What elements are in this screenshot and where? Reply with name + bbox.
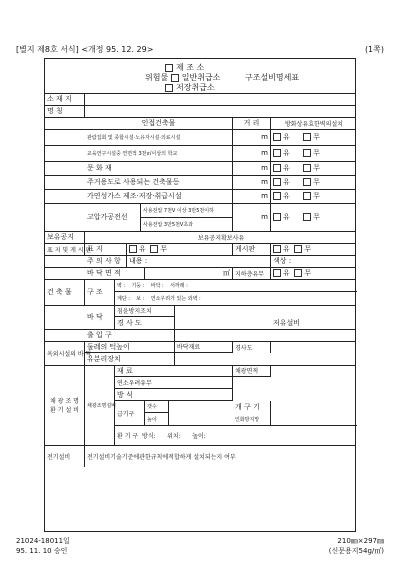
opt-general: 일반취급소 [181,73,221,82]
board-no: 무 [304,245,311,253]
yes-5: 유 [283,192,290,200]
exhaust-label: 환 기 구 [117,433,139,440]
checkbox-yes-3[interactable] [273,164,281,172]
lighting-row [45,365,355,446]
pillar-label: 기둥 : [131,282,145,289]
sign-no: 무 [160,245,167,253]
outdoor-label: 옥외시설의 바 닥 [45,341,85,365]
distance-6: m [233,203,271,231]
reserve-note: 보유공지확보사유 [197,234,245,242]
no-1: 무 [313,133,320,141]
checkbox-yes-6[interactable] [273,213,281,221]
neighbor-3: 문 화 재 [85,161,233,175]
lighting-label: 채광조명설비 [85,365,115,445]
flame2-label: 연소우려유무 [115,377,233,389]
checkbox-no-4[interactable] [303,178,311,186]
checkbox-yes-4[interactable] [273,178,281,186]
building-label: 건 축 물 [45,279,85,305]
sign-yes: 유 [139,245,146,253]
wall-label: 벽 : [117,282,126,289]
distance-1: m [233,129,271,145]
no-6: 무 [313,213,320,221]
no-3: 무 [313,164,320,172]
checkbox-no-1[interactable] [303,133,311,141]
yes-2: 유 [283,149,290,157]
yes-6: 유 [283,213,290,221]
checkbox-basement-yes[interactable] [273,269,281,277]
count-label: 갯수 [145,401,169,413]
height-label: 높이 [145,413,169,425]
checkbox-yes-1[interactable] [273,133,281,141]
footer-paper: (신문용지54g/㎡) [328,547,384,555]
footer-approval: 95. 11. 10 승인 [16,547,68,555]
checkbox-board-no[interactable] [294,245,302,253]
slope2-label: 경사도 [233,341,271,353]
elec-text: 전기설비기술기준에관한규칙에적합하게 설치되는지 여부 [87,453,236,461]
base-label: 바 닥 [85,305,115,329]
opt-manufacture: 제 조 소 [176,63,205,72]
light-vent-label: 채 광 조 명 환 기 설 비 [45,365,85,445]
board-label: 게시판 [233,243,271,255]
sign-label: 표 지 [85,243,127,255]
content-label: 내용 : [127,255,271,267]
neighbor-6a: 사용전압 7천V 이상 3만5천이하 [141,203,233,217]
basement-no: 무 [304,269,311,277]
method-label: 방 식 [115,389,233,401]
neighbor-2: 교육연구시설중 연면적 3천㎡이상의 학교 [85,145,233,161]
checkbox-manufacture[interactable] [165,64,173,72]
floor-mat-label: 바닥재료 [175,341,233,353]
reserve-label: 보유공지 [45,231,85,243]
yes-3: 유 [283,164,290,172]
checkbox-no-6[interactable] [303,213,311,221]
form-title [45,59,355,94]
yes-1: 유 [283,133,290,141]
structure-row [45,279,355,306]
material-label: 재 료 [115,365,233,377]
checkbox-no-3[interactable] [303,164,311,172]
neighbor-row-1 [45,129,355,146]
neighbor-6: 고압가공전선 [85,203,141,231]
fire-damper-label: 인화방지망 [233,413,271,425]
light-area-label: 채광면적 [233,365,271,377]
neighbor-row-6 [45,203,355,232]
slope-label: 경 사 도 [115,317,175,329]
checkbox-board-yes[interactable] [273,245,281,253]
distance-2: m [233,145,271,161]
neighbors-header: 인접건축물 [85,117,233,129]
form-number: [별지 제8호 서식] <개정 95. 12. 29> [16,45,154,54]
pit-label: 저유설비 [273,319,301,327]
neighbor-row-3 [45,161,355,176]
checkbox-storage[interactable] [165,84,173,92]
oil-sep-label: 유분리장치 [85,353,175,365]
elec-label: 전기설비 [45,445,85,467]
page-number: (1쪽) [364,45,384,54]
basement-yes: 유 [283,269,290,277]
distance-header: 거 리 [233,117,271,129]
title-suffix: 구조설비명세표 [245,73,300,82]
neighbor-row-2 [45,145,355,162]
board-yes: 유 [283,245,290,253]
checkbox-yes-2[interactable] [273,149,281,157]
signs-label: 표 지 및 게 시 판 [45,243,85,255]
floor-area-label: 바 닥 면 적 [85,267,145,279]
neighbor-4: 주거용도로 사용되는 건축물등 [85,175,233,189]
checkbox-sign-yes[interactable] [129,245,137,253]
open-label: 개 구 기 [233,401,271,413]
stairs-label: 계단 : [117,296,130,302]
distance-5: m [233,189,271,203]
distance-3: m [233,161,271,175]
title-prefix: 위험물 [145,73,169,82]
fire-wall-header: 방화상유효한벽의설치 [285,120,343,128]
curb-label: 둘레의 턱높이 [85,341,175,353]
neighbor-5: 가연성가스 제조·저장·취급시설 [85,189,233,203]
neighbor-row-5 [45,189,355,204]
outdoor-row [45,341,355,366]
neighbor-row-4 [45,175,355,190]
name-label: 명 칭 [45,105,85,117]
base-row [45,305,355,330]
roof-label: 보 : [136,296,145,302]
checkbox-general[interactable] [171,74,179,82]
color-label: 색상 : [273,257,292,265]
floor-area-unit: ㎡ [145,267,233,279]
opt-storage: 저장취급소 [176,83,215,92]
neighbor-1: 관람집회 및 종합시설·노유자시설·의료시설 [85,129,233,145]
checkbox-yes-5[interactable] [273,192,281,200]
no-5: 무 [313,192,320,200]
checkbox-sign-no[interactable] [150,245,158,253]
exit-label: 출 입 구 [85,329,175,341]
floor-label: 바닥 : [150,282,164,289]
neighbor-6b: 사용전압 3만5천V초과 [141,217,233,231]
location-label: 소 재 지 [45,93,85,105]
exhaust-pos: 위치: [167,433,181,440]
flame-label: 연소우려가 있는 외벽 : [150,296,201,302]
distance-4: m [233,175,271,189]
specification-form [44,58,356,532]
note-label: 주 의 사 항 [85,255,127,267]
exhaust-height: 높이: [192,433,206,440]
footer-code: 21024-18011일 [16,537,70,545]
exhaust-method: 방식: [142,433,156,440]
beam-label: 서까래 : [170,282,188,289]
checkbox-no-2[interactable] [303,149,311,157]
intake-label: 급기구 [115,401,145,425]
elec-row [45,445,355,467]
checkbox-basement-no[interactable] [294,269,302,277]
yes-4: 유 [283,178,290,186]
checkbox-no-5[interactable] [303,192,311,200]
basement-label: 지하층유무 [233,267,271,279]
structure-label: 구 조 [85,279,115,305]
footer-size: 210㎜×297㎜ [337,537,384,545]
penetration-label: 침윤방지조치 [115,305,175,317]
no-4: 무 [313,178,320,186]
no-2: 무 [313,149,320,157]
